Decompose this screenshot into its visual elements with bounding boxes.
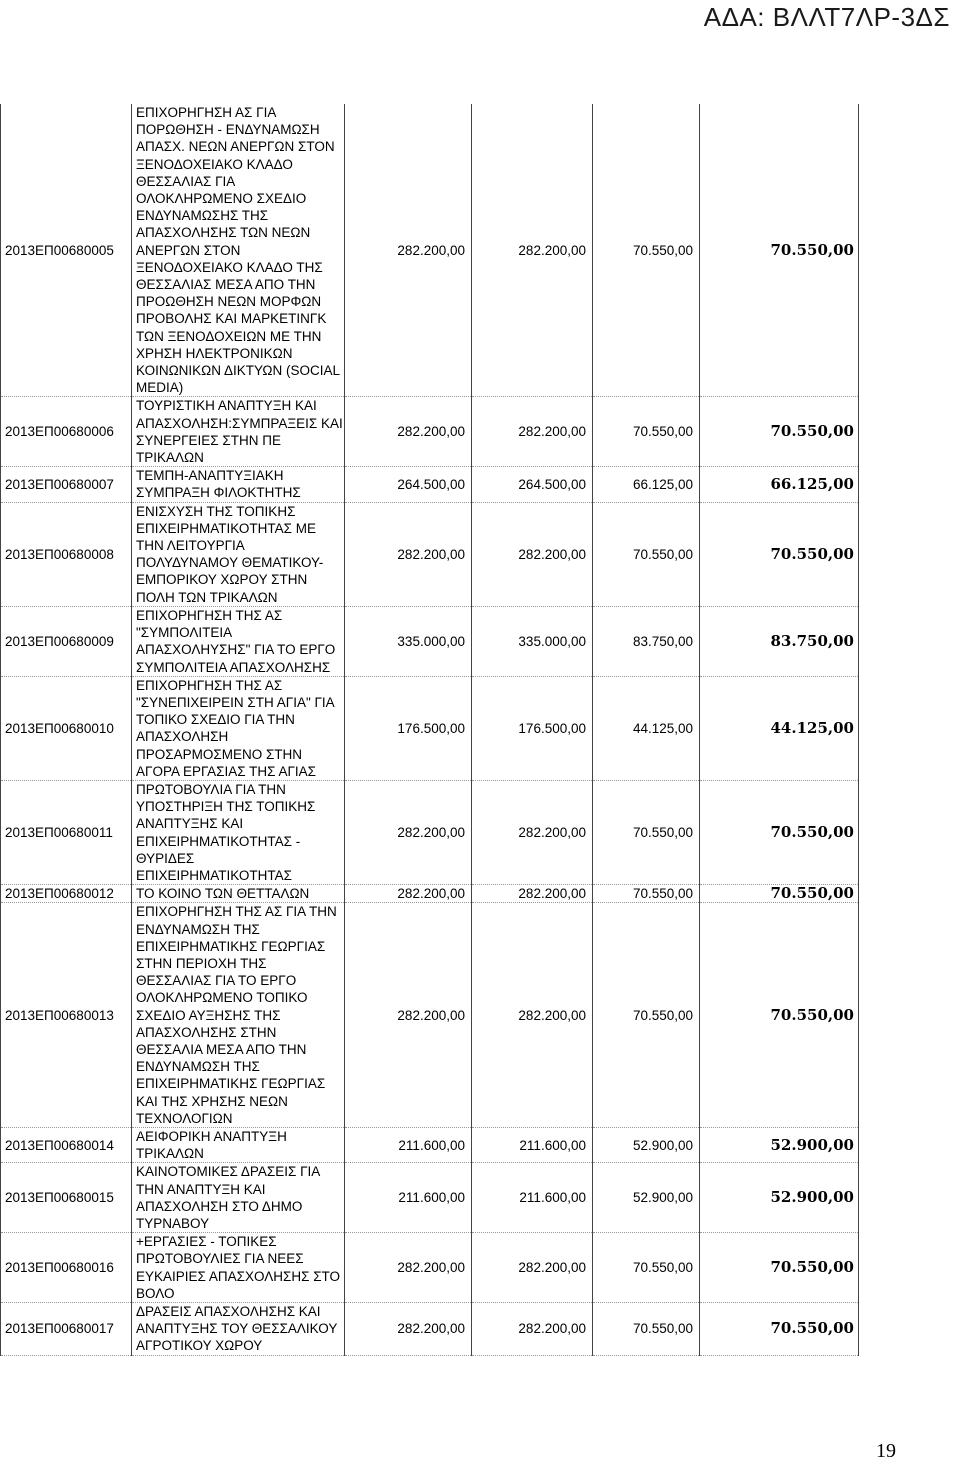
project-code-cell: 2013ΕΠ00680010 [1,676,132,780]
amount-cell: 70.550,00 [700,903,859,1128]
amount-cell: 70.550,00 [700,1233,859,1303]
table-body [1,104,859,1355]
budget-cell: 282.200,00 [345,780,472,884]
table-row [1,502,859,606]
eligible-budget-cell: 282.200,00 [472,885,593,903]
installment-cell: 52.900,00 [593,1127,700,1162]
installment-cell: 83.750,00 [593,606,700,676]
eligible-budget-cell: 211.600,00 [472,1127,593,1162]
budget-cell: 282.200,00 [345,1233,472,1303]
project-title-cell: ΕΠΙΧΟΡΗΓΗΣΗ ΤΗΣ ΑΣ "ΣΥΝΕΠΙΧΕΙΡΕΙΝ ΣΤΗ ΑΓΙΑ" ΓΙΑ ΤΟΠΙΚΟ ΣΧΕΔΙΟ ΓΙΑ ΤΗΝ ΑΠΑΣΧΟΛΗΣΗ ΠΡΟΣΑΡΜΟΣΜΕΝΟ ΣΤΗΝ ΑΓΟΡΑ ΕΡΓΑΣΙΑΣ ΤΗΣ ΑΓΙΑΣ [132,676,345,780]
installment-cell: 70.550,00 [593,397,700,467]
project-title-cell: ΕΠΙΧΟΡΗΓΗΣΗ ΤΗΣ ΑΣ "ΣΥΜΠΟΛΙΤΕΙΑ ΑΠΑΣΧΟΛΗΥΣΗΣ" ΓΙΑ ΤΟ ΕΡΓΟ ΣΥΜΠΟΛΙΤΕΙΑ ΑΠΑΣΧΟΛΗΣΗΣ [132,606,345,676]
page-number: 19 [876,1440,896,1462]
project-title-cell: ΑΕΙΦΟΡΙΚΗ ΑΝΑΠΤΥΞΗ ΤΡΙΚΑΛΩΝ [132,1127,345,1162]
installment-cell: 70.550,00 [593,780,700,884]
project-code-cell: 2013ΕΠ00680006 [1,397,132,467]
amount-cell: 70.550,00 [700,397,859,467]
project-title-cell: ΕΠΙΧΟΡΗΓΗΣΗ ΑΣ ΓΙΑ ΠΟΡΩΘΗΣΗ - ΕΝΔΥΝΑΜΩΣΗ ΑΠΑΣΧ. ΝΕΩΝ ΑΝΕΡΓΩΝ ΣΤΟΝ ΞΕΝΟΔΟΧΕΙΑΚΟ ΚΛΑΔΟ ΘΕΣΣΑΛΙΑΣ ΓΙΑ ΟΛΟΚΛΗΡΩΜΕΝΟ ΣΧΕΔΙΟ ΕΝΔΥΝΑΜΩΣΗΣ ΤΗΣ ΑΠΑΣΧΟΛΗΣΗΣ ΤΩΝ ΝΕΩΝ ΑΝΕΡΓΩΝ ΣΤΟΝ ΞΕΝΟΔΟΧΕΙΑΚΟ ΚΛΑΔΟ ΤΗΣ ΘΕΣΣΑΛΙΑΣ ΜΕΣΑ ΑΠΟ ΤΗΝ ΠΡΟΩΘΗΣΗ ΝΕΩΝ ΜΟΡΦΩΝ ΠΡΟΒΟΛΗΣ ΚΑΙ ΜΑΡΚΕΤΙΝΓΚ ΤΩΝ ΞΕΝΟΔΟΧΕΙΩΝ ΜΕ ΤΗΝ ΧΡΗΣΗ ΗΛΕΚΤΡΟΝΙΚΩΝ ΚΟΙΝΩΝΙΚΩΝ ΔΙΚΤΥΩΝ (SOCIAL MEDIA) [132,104,345,397]
table-row [1,1233,859,1303]
budget-cell: 282.200,00 [345,502,472,606]
installment-cell: 70.550,00 [593,104,700,397]
ada-code: ΑΔΑ: ΒΛΛΤ7ΛΡ-3ΔΣ [703,2,950,32]
project-title-cell: ΕΠΙΧΟΡΗΓΗΣΗ ΤΗΣ ΑΣ ΓΙΑ ΤΗΝ ΕΝΔΥΝΑΜΩΣΗ ΤΗΣ ΕΠΙΧΕΙΡΗΜΑΤΙΚΗΣ ΓΕΩΡΓΙΑΣ ΣΤΗΝ ΠΕΡΙΟΧΗ ΤΗΣ ΘΕΣΣΑΛΙΑΣ ΓΙΑ ΤΟ ΕΡΓΟ ΟΛΟΚΛΗΡΩΜΕΝΟ ΤΟΠΙΚΟ ΣΧΕΔΙΟ ΑΥΞΗΣΗΣ ΤΗΣ ΑΠΑΣΧΟΛΗΣΗΣ ΣΤΗΝ ΘΕΣΣΑΛΙΑ ΜΕΣΑ ΑΠΟ ΤΗΝ ΕΝΔΥΝΑΜΩΣΗ ΤΗΣ ΕΠΙΧΕΙΡΗΜΑΤΙΚΗΣ ΓΕΩΡΓΙΑΣ ΚΑΙ ΤΗΣ ΧΡΗΣΗΣ ΝΕΩΝ ΤΕΧΝΟΛΟΓΙΩΝ [132,903,345,1128]
budget-cell: 211.600,00 [345,1127,472,1162]
amount-cell: 44.125,00 [700,676,859,780]
eligible-budget-cell: 282.200,00 [472,397,593,467]
project-title-cell: ΤΟ ΚΟΙΝΟ ΤΩΝ ΘΕΤΤΑΛΩΝ [132,885,345,903]
eligible-budget-cell: 282.200,00 [472,780,593,884]
amount-cell: 70.550,00 [700,104,859,397]
table-row [1,1303,859,1356]
project-code-cell: 2013ΕΠ00680011 [1,780,132,884]
budget-cell: 282.200,00 [345,104,472,397]
table-row [1,1163,859,1233]
amount-cell: 83.750,00 [700,606,859,676]
installment-cell: 70.550,00 [593,885,700,903]
table-row [1,104,859,397]
project-code-cell: 2013ΕΠ00680013 [1,903,132,1128]
project-code-cell: 2013ΕΠ00680016 [1,1233,132,1303]
project-title-cell: ΠΡΩΤΟΒΟΥΛΙΑ ΓΙΑ ΤΗΝ ΥΠΟΣΤΗΡΙΞΗ ΤΗΣ ΤΟΠΙΚΗΣ ΑΝΑΠΤΥΞΗΣ ΚΑΙ ΕΠΙΧΕΙΡΗΜΑΤΙΚΟΤΗΤΑΣ - ΘΥΡΙΔΕΣ ΕΠΙΧΕΙΡΗΜΑΤΙΚΟΤΗΤΑΣ [132,780,345,884]
funding-table [0,104,859,1356]
project-code-cell: 2013ΕΠ00680017 [1,1303,132,1356]
amount-cell: 70.550,00 [700,1303,859,1356]
table-row [1,885,859,903]
table-row [1,676,859,780]
table-row [1,780,859,884]
project-title-cell: ΔΡΑΣΕΙΣ ΑΠΑΣΧΟΛΗΣΗΣ ΚΑΙ ΑΝΑΠΤΥΞΗΣ ΤΟΥ ΘΕΣΣΑΛΙΚΟΥ ΑΓΡΟΤΙΚΟΥ ΧΩΡΟΥ [132,1303,345,1356]
project-title-cell: ΤΕΜΠΗ-ΑΝΑΠΤΥΞΙΑΚΗ ΣΥΜΠΡΑΞΗ ΦΙΛΟΚΤΗΤΗΣ [132,467,345,502]
project-code-cell: 2013ΕΠ00680009 [1,606,132,676]
installment-cell: 70.550,00 [593,1233,700,1303]
installment-cell: 70.550,00 [593,903,700,1128]
project-title-cell: ΚΑΙΝΟΤΟΜΙΚΕΣ ΔΡΑΣΕΙΣ ΓΙΑ ΤΗΝ ΑΝΑΠΤΥΞΗ ΚΑΙ ΑΠΑΣΧΟΛΗΣΗ ΣΤΟ ΔΗΜΟ ΤΥΡΝΑΒΟΥ [132,1163,345,1233]
amount-cell: 70.550,00 [700,502,859,606]
table-row [1,467,859,502]
budget-cell: 176.500,00 [345,676,472,780]
eligible-budget-cell: 176.500,00 [472,676,593,780]
amount-cell: 70.550,00 [700,780,859,884]
budget-cell: 335.000,00 [345,606,472,676]
project-code-cell: 2013ΕΠ00680015 [1,1163,132,1233]
project-title-cell: ΤΟΥΡΙΣΤΙΚΗ ΑΝΑΠΤΥΞΗ ΚΑΙ ΑΠΑΣΧΟΛΗΣΗ:ΣΥΜΠΡΑΞΕΙΣ ΚΑΙ ΣΥΝΕΡΓΕΙΕΣ ΣΤΗΝ ΠΕ ΤΡΙΚΑΛΩΝ [132,397,345,467]
installment-cell: 44.125,00 [593,676,700,780]
table-row [1,903,859,1128]
budget-cell: 211.600,00 [345,1163,472,1233]
installment-cell: 66.125,00 [593,467,700,502]
eligible-budget-cell: 335.000,00 [472,606,593,676]
budget-cell: 282.200,00 [345,903,472,1128]
budget-cell: 282.200,00 [345,885,472,903]
eligible-budget-cell: 282.200,00 [472,1303,593,1356]
budget-cell: 282.200,00 [345,397,472,467]
budget-cell: 282.200,00 [345,1303,472,1356]
project-title-cell: +ΕΡΓΑΣΙΕΣ - ΤΟΠΙΚΕΣ ΠΡΩΤΟΒΟΥΛΙΕΣ ΓΙΑ ΝΕΕΣ ΕΥΚΑΙΡΙΕΣ ΑΠΑΣΧΟΛΗΣΗΣ ΣΤΟ ΒΟΛΟ [132,1233,345,1303]
project-code-cell: 2013ΕΠ00680014 [1,1127,132,1162]
amount-cell: 66.125,00 [700,467,859,502]
table-row [1,606,859,676]
project-code-cell: 2013ΕΠ00680008 [1,502,132,606]
budget-cell: 264.500,00 [345,467,472,502]
project-code-cell: 2013ΕΠ00680005 [1,104,132,397]
eligible-budget-cell: 211.600,00 [472,1163,593,1233]
eligible-budget-cell: 264.500,00 [472,467,593,502]
amount-cell: 52.900,00 [700,1163,859,1233]
table-row [1,397,859,467]
project-code-cell: 2013ΕΠ00680007 [1,467,132,502]
eligible-budget-cell: 282.200,00 [472,104,593,397]
installment-cell: 70.550,00 [593,502,700,606]
eligible-budget-cell: 282.200,00 [472,1233,593,1303]
amount-cell: 52.900,00 [700,1127,859,1162]
amount-cell: 70.550,00 [700,885,859,903]
installment-cell: 70.550,00 [593,1303,700,1356]
installment-cell: 52.900,00 [593,1163,700,1233]
eligible-budget-cell: 282.200,00 [472,502,593,606]
eligible-budget-cell: 282.200,00 [472,903,593,1128]
project-code-cell: 2013ΕΠ00680012 [1,885,132,903]
project-title-cell: ΕΝΙΣΧΥΣΗ ΤΗΣ ΤΟΠΙΚΗΣ ΕΠΙΧΕΙΡΗΜΑΤΙΚΟΤΗΤΑΣ ΜΕ ΤΗΝ ΛΕΙΤΟΥΡΓΙΑ ΠΟΛΥΔΥΝΑΜΟΥ ΘΕΜΑΤΙΚΟΥ-ΕΜΠΟΡΙΚΟΥ ΧΩΡΟΥ ΣΤΗΝ ΠΟΛΗ ΤΩΝ ΤΡΙΚΑΛΩΝ [132,502,345,606]
table-row [1,1127,859,1162]
